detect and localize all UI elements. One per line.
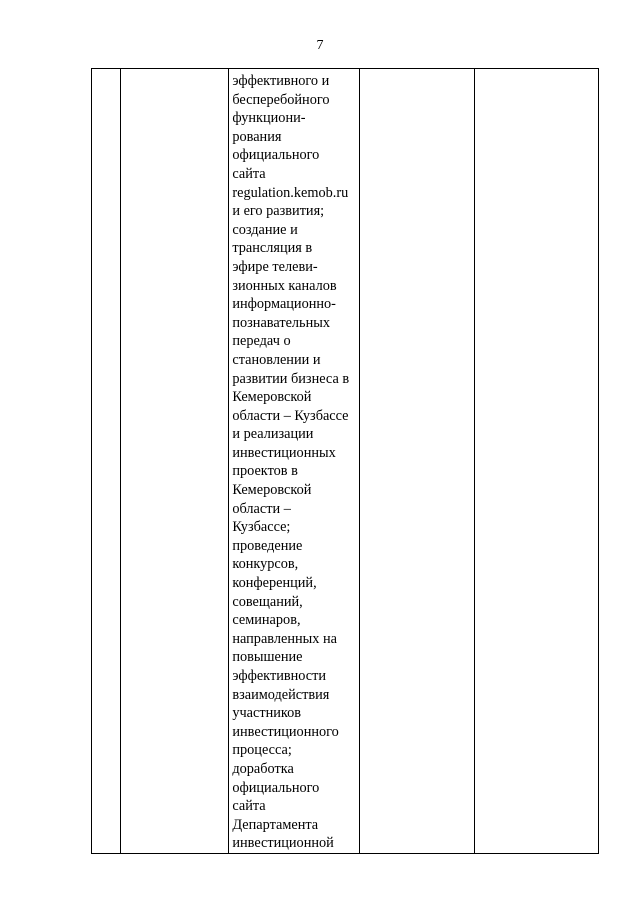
text-line: участников [232, 705, 302, 722]
text-line: проведение [232, 537, 303, 554]
text-line: Кемеровской [232, 389, 312, 406]
table-cell-col4 [359, 69, 474, 854]
text-line: и его развития; [232, 203, 325, 220]
table-cell-col2 [121, 69, 229, 854]
text-line: конференций, [232, 575, 317, 592]
text-line: повышение [232, 649, 303, 666]
text-line: доработка [232, 760, 294, 777]
text-line: познавательных [232, 314, 330, 331]
text-line: Кузбассе; [232, 519, 291, 536]
table-cell-col3 [229, 69, 359, 854]
text-line: проектов в [232, 463, 298, 480]
text-line: конкурсов, [232, 556, 299, 573]
document-table [91, 68, 599, 854]
text-line: области – Кузбассе [232, 407, 349, 424]
text-line: сайта [232, 798, 266, 815]
text-line: совещаний, [232, 593, 303, 610]
text-line: передач о [232, 333, 291, 350]
text-line: функциони- [232, 110, 306, 127]
text-line: официального [232, 779, 320, 796]
text-line: информационно- [232, 296, 336, 313]
text-line: инвестиционной [232, 835, 334, 852]
text-line: взаимодействия [232, 686, 330, 703]
text-line: трансляция в [232, 240, 313, 257]
text-line: бесперебойного [232, 91, 330, 108]
text-line: эффективного и [232, 73, 330, 89]
text-line: создание и [232, 221, 298, 238]
text-line: Департамента [232, 816, 319, 833]
text-line: regulation.kemob.ru [232, 184, 349, 201]
text-line: процесса; [232, 742, 292, 759]
text-line: становлении и [232, 351, 321, 368]
text-line: инвестиционного [232, 723, 339, 740]
text-line: официального [232, 147, 320, 164]
text-line: направленных на [232, 630, 337, 647]
text-line: зионных каналов [232, 277, 337, 294]
page-number: 7 [316, 38, 324, 53]
text-line: семинаров, [232, 612, 301, 629]
table-cell-col5 [474, 69, 598, 854]
table-cell-col1 [92, 69, 121, 854]
text-line: эффективности [232, 668, 326, 684]
text-line: эфире телеви- [232, 258, 318, 275]
table-row [92, 69, 599, 854]
text-line: области – [232, 500, 291, 517]
text-line: рования [232, 128, 282, 145]
text-line: и реализации [232, 426, 314, 443]
text-line: развитии бизнеса в [232, 370, 350, 387]
activity-description-text [229, 69, 358, 853]
text-line: инвестиционных [232, 444, 336, 461]
text-line: Кемеровской [232, 482, 312, 499]
text-line: сайта [232, 165, 266, 182]
